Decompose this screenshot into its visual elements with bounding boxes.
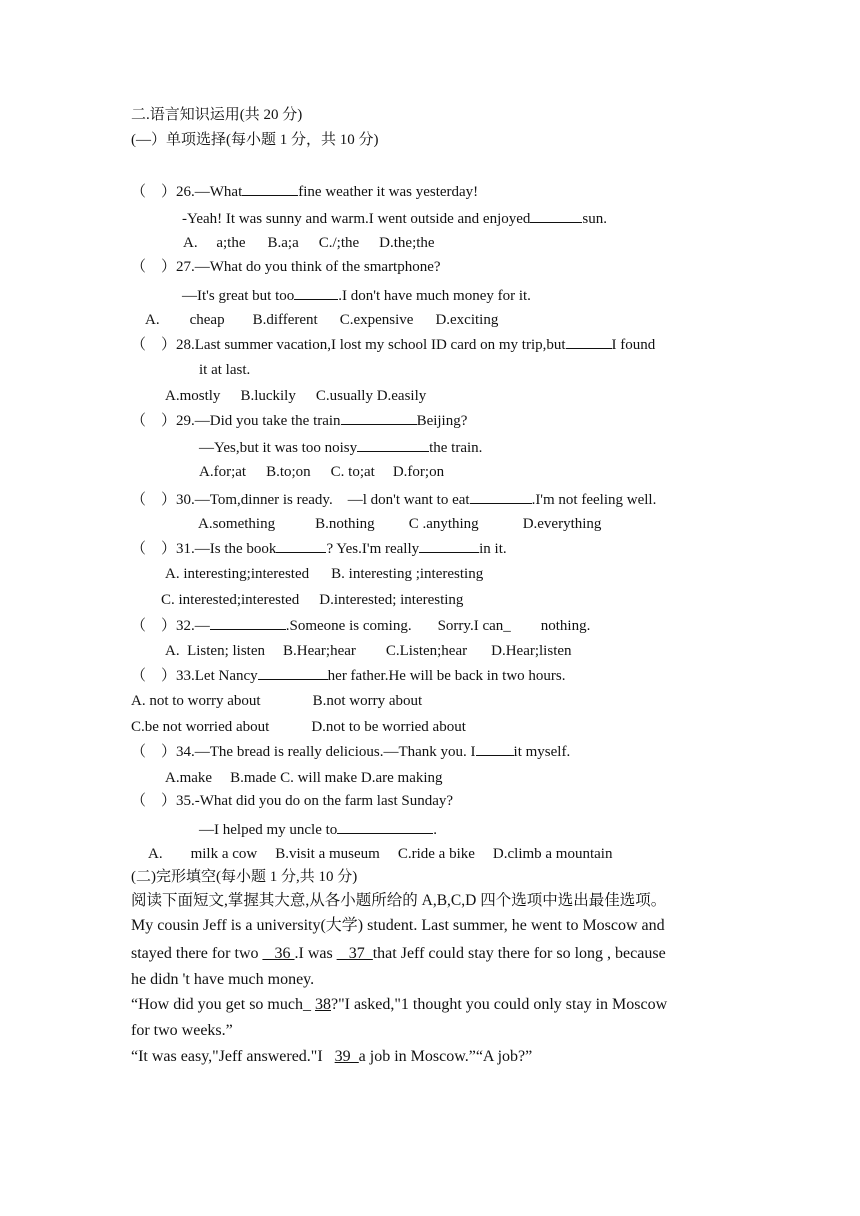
option[interactable]: D.for;on xyxy=(392,464,445,480)
passage-line-3: he didn 't have much money. xyxy=(131,971,315,988)
option[interactable]: C.expensive xyxy=(339,312,414,328)
option[interactable]: C.be not worried about xyxy=(131,719,270,735)
answer-bracket[interactable]: （ ） xyxy=(131,184,177,200)
option[interactable]: D.everything xyxy=(522,516,602,532)
question-28-cont: it at last. xyxy=(199,362,251,378)
blank-36[interactable]: _ 36 xyxy=(262,945,295,962)
option[interactable]: B.not worry about xyxy=(312,693,423,709)
blank[interactable] xyxy=(470,489,532,504)
question-30: （ ）30.—Tom,dinner is ready. —l don't want to eat .I'm not feeling well. xyxy=(131,489,656,509)
option[interactable]: C. interested;interested xyxy=(161,592,300,608)
option[interactable]: B.to;on xyxy=(266,464,311,480)
answer-bracket[interactable]: （ ） xyxy=(131,668,177,684)
option[interactable]: C. to;at xyxy=(330,464,375,480)
question-34-options xyxy=(165,769,443,787)
blank-39[interactable]: 39_ xyxy=(334,1048,359,1065)
blank[interactable] xyxy=(419,538,479,553)
question-27: （ ）27.—What do you think of the smartphone? xyxy=(131,259,441,275)
option[interactable]: milk a cow xyxy=(190,846,258,862)
question-34: （ ）34.—The bread is really delicious.—Thank you. I it myself. xyxy=(131,741,570,761)
blank[interactable] xyxy=(341,410,417,425)
answer-bracket[interactable]: （ ） xyxy=(131,618,177,634)
option[interactable]: B.visit a museum xyxy=(275,846,380,862)
option[interactable]: B.a;a xyxy=(267,235,299,251)
question-29-options xyxy=(199,463,444,481)
question-35-options xyxy=(148,845,612,863)
option[interactable]: B.made C. will make D.are making xyxy=(230,770,443,786)
blank[interactable] xyxy=(337,819,433,834)
option[interactable]: A. xyxy=(145,312,160,328)
question-31-options-1 xyxy=(165,565,483,583)
question-35-reply: —I helped my uncle to . xyxy=(199,819,437,839)
passage-line-2: stayed there for two _ 36 .I was _ 37_that Jeff could stay there for so long , because xyxy=(131,945,666,962)
answer-bracket[interactable]: （ ） xyxy=(131,413,177,429)
option[interactable]: D.Hear;listen xyxy=(491,643,572,659)
question-30-options xyxy=(198,515,601,533)
option[interactable]: B.Hear;hear xyxy=(283,643,356,659)
option[interactable]: D.climb a mountain xyxy=(492,846,613,862)
blank[interactable] xyxy=(476,741,514,756)
blank[interactable] xyxy=(566,334,612,349)
question-29-reply: —Yes,but it was too noisy the train. xyxy=(199,437,482,457)
section-title: 二.语言知识运用(共 20 分) xyxy=(131,107,303,123)
option[interactable]: A.something xyxy=(198,516,276,532)
option[interactable]: B. interesting ;interesting xyxy=(331,566,484,582)
answer-bracket[interactable]: （ ） xyxy=(131,337,177,353)
question-26: （ ）26.—What fine weather it was yesterday! xyxy=(131,181,478,201)
question-28: （ ）28.Last summer vacation,I lost my school ID card on my trip,but I found xyxy=(131,334,655,354)
answer-bracket[interactable]: （ ） xyxy=(131,541,177,557)
passage-line-4: “How did you get so much_ 38?"I asked,"1 thought you could only stay in Moscow xyxy=(131,996,668,1013)
option[interactable]: D.the;the xyxy=(379,235,435,251)
option[interactable]: C.ride a bike xyxy=(397,846,475,862)
option[interactable]: C.usually D.easily xyxy=(315,388,427,404)
option[interactable]: A.mostly xyxy=(165,388,221,404)
question-32: （ ）32.— .Someone is coming. Sorry.I can_ nothing. xyxy=(131,615,590,635)
answer-bracket[interactable]: （ ） xyxy=(131,793,177,809)
question-31: （ ）31.—Is the book ? Yes.I'm really in it. xyxy=(131,538,507,558)
option[interactable]: A. Listen; listen xyxy=(165,643,265,659)
passage-line-5: for two weeks.” xyxy=(131,1022,233,1039)
option[interactable]: C./;the xyxy=(318,235,360,251)
blank[interactable] xyxy=(530,208,582,223)
option[interactable]: B.different xyxy=(252,312,318,328)
blank[interactable] xyxy=(242,181,298,196)
option[interactable]: A. not to worry about xyxy=(131,693,261,709)
option[interactable]: D.not to be worried about xyxy=(311,719,466,735)
question-35: （ ）35.-What did you do on the farm last Sunday? xyxy=(131,793,454,809)
blank[interactable] xyxy=(210,615,286,630)
blank-38[interactable]: 38 xyxy=(314,996,331,1013)
question-31-options-2 xyxy=(161,591,463,609)
option[interactable]: A.make xyxy=(165,770,213,786)
question-27-options xyxy=(145,311,498,329)
answer-bracket[interactable]: （ ） xyxy=(131,259,177,275)
part2-title: (二)完形填空(每小题 1 分,共 10 分) xyxy=(131,869,358,885)
passage-line-1: My cousin Jeff is a university(大学) student. Last summer, he went to Moscow and xyxy=(131,917,665,934)
answer-bracket[interactable]: （ ） xyxy=(131,492,177,508)
option[interactable]: B.nothing xyxy=(315,516,375,532)
question-33: （ ）33.Let Nancy her father.He will be back in two hours. xyxy=(131,665,566,685)
option[interactable]: cheap xyxy=(189,312,225,328)
question-33-options-1 xyxy=(131,692,422,710)
option[interactable]: D.exciting xyxy=(435,312,499,328)
option[interactable]: B.luckily xyxy=(240,388,296,404)
question-28-options xyxy=(165,387,426,405)
instructions: 阅读下面短文,掌握其大意,从各小题所给的 A,B,C,D 四个选项中选出最佳选项。 xyxy=(131,892,667,909)
option[interactable]: A.for;at xyxy=(199,464,247,480)
option[interactable]: D.interested; interesting xyxy=(319,592,464,608)
blank[interactable] xyxy=(294,285,338,300)
blank-37[interactable]: _ 37_ xyxy=(336,945,373,962)
option[interactable]: A. xyxy=(148,846,163,862)
option[interactable]: C.Listen;hear xyxy=(385,643,468,659)
part1-title: (—）单项选择(每小题 1 分，共 10 分) xyxy=(131,132,379,148)
blank[interactable] xyxy=(276,538,326,553)
question-26-reply: -Yeah! It was sunny and warm.I went outside and enjoyed sun. xyxy=(182,208,607,228)
passage-line-6: “It was easy,"Jeff answered."I 39_a job in Moscow.”“A job?” xyxy=(131,1048,533,1065)
question-32-options xyxy=(165,642,572,660)
question-26-options xyxy=(183,234,435,252)
question-27-reply: —It's great but too .I don't have much money for it. xyxy=(182,285,531,305)
blank[interactable] xyxy=(258,665,328,680)
option[interactable]: A. a;the xyxy=(183,235,246,251)
option[interactable]: C .anything xyxy=(408,516,479,532)
blank[interactable] xyxy=(357,437,429,452)
answer-bracket[interactable]: （ ） xyxy=(131,744,177,760)
question-29: （ ）29.—Did you take the train Beijing? xyxy=(131,410,467,430)
question-33-options-2 xyxy=(131,718,466,736)
option[interactable]: A. interesting;interested xyxy=(165,566,310,582)
